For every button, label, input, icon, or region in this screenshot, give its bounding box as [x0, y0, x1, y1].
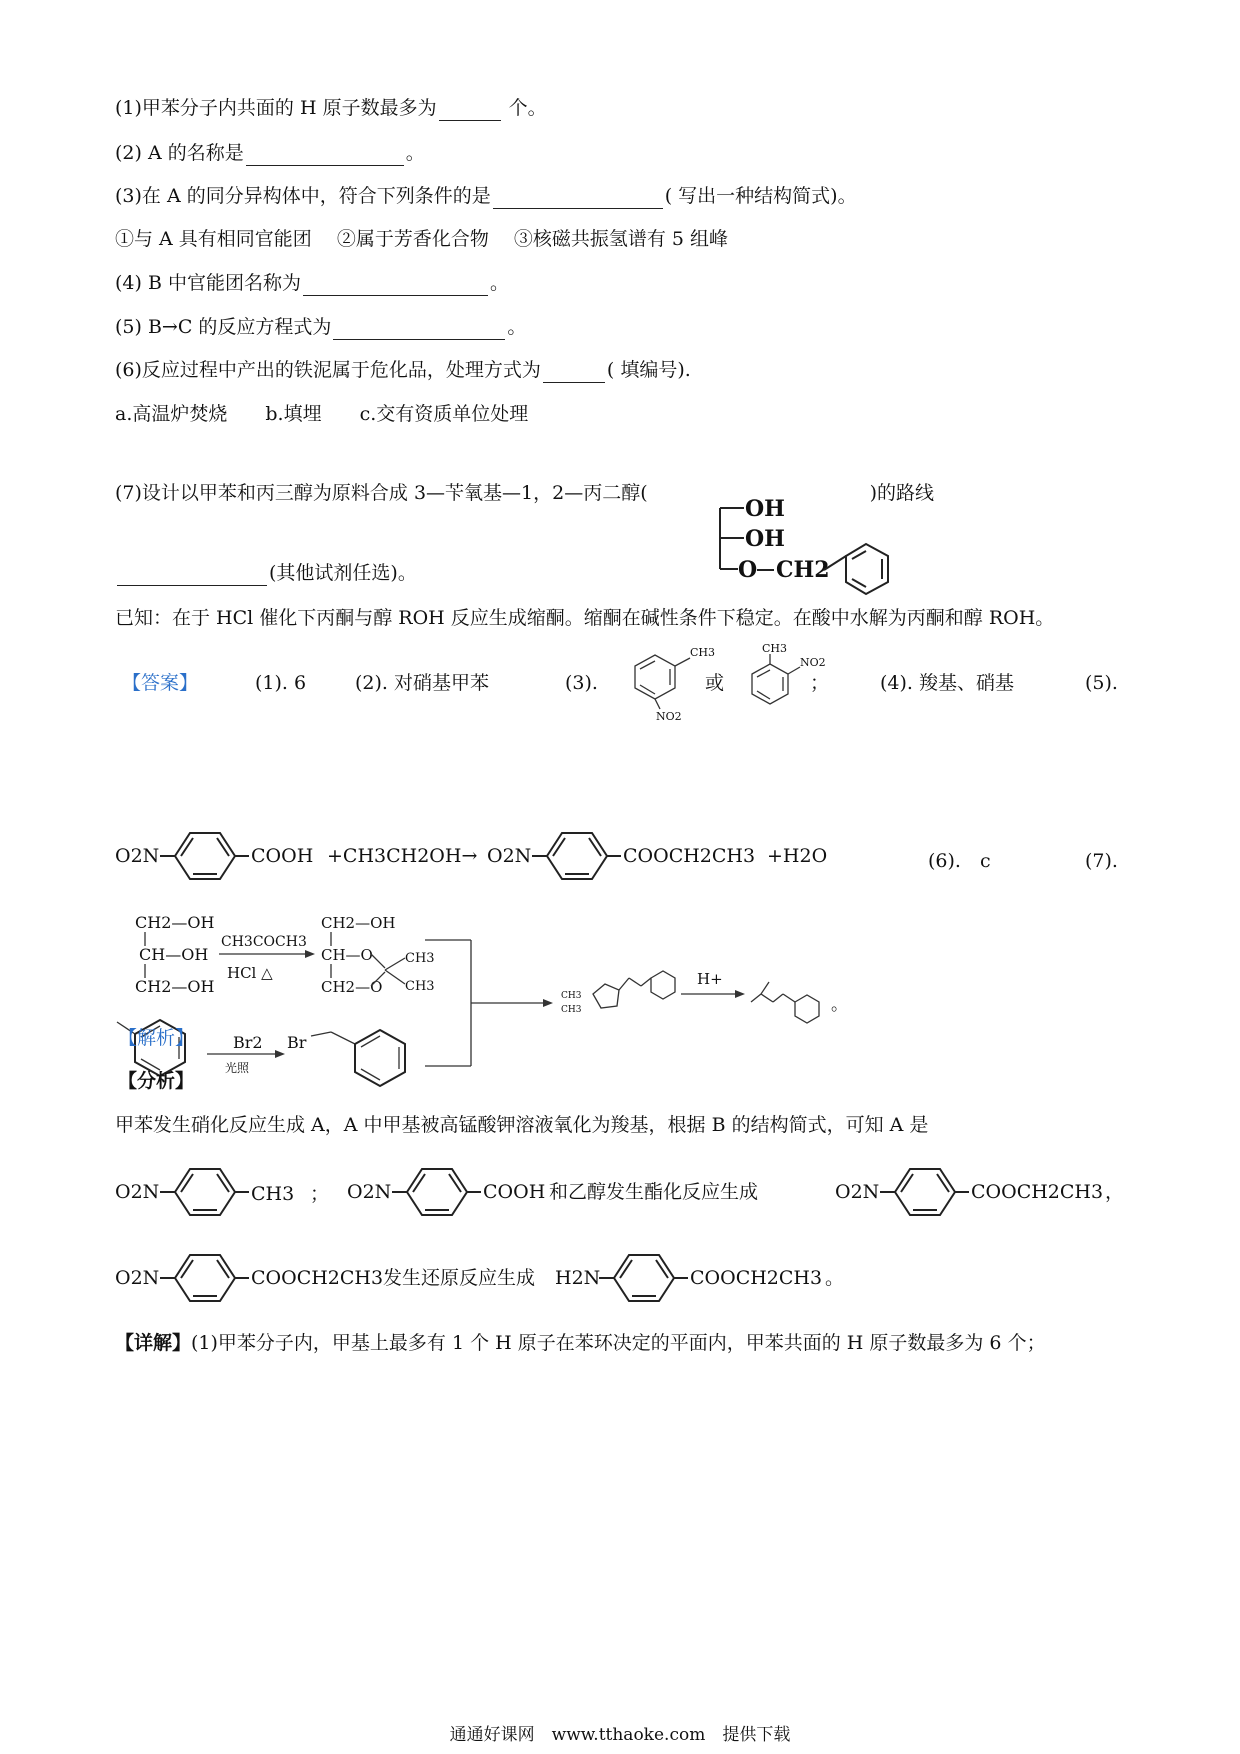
cooh-label: COOH — [483, 1181, 546, 1203]
benzene-ring — [895, 1169, 955, 1215]
o2n-label: O2N — [115, 1267, 160, 1289]
analysis-formula-row-1 — [115, 1160, 1125, 1222]
h2n-label: H2N — [555, 1267, 601, 1289]
esterification-equation — [115, 825, 855, 885]
question-2 — [115, 140, 425, 166]
synthesis-route — [115, 910, 975, 1120]
question-3-suffix: ( 写出一种结构简式)。 — [664, 185, 857, 207]
question-7-text: (7)设计以甲苯和丙三醇为原料合成 3—苄氧基—1，2—丙二醇( — [115, 482, 648, 504]
ester-label: COOCH2CH3 — [251, 1267, 384, 1289]
ch3-label: CH3 — [561, 1005, 582, 1015]
ch2-label: CH2 — [776, 557, 830, 583]
glycerol-line: CH—OH — [139, 945, 209, 964]
question-3-conditions: ①与 A 具有相同官能团 ②属于芳香化合物 ③核磁共振氢谱有 5 组峰 — [115, 228, 729, 250]
answer-2: (2). 对硝基甲苯 — [355, 672, 489, 694]
o2n-label: O2N — [115, 1181, 160, 1203]
period: 。 — [825, 1267, 845, 1289]
question-1-suffix: 个。 — [502, 97, 547, 119]
question-5-suffix: 。 — [507, 316, 527, 338]
question-7-tail-text: (其他试剂任选)。 — [269, 562, 417, 584]
answer-7-label: (7). — [1085, 850, 1118, 872]
ch3-label: CH3 — [405, 951, 435, 966]
question-2-suffix: 。 — [405, 142, 425, 164]
ch3-label: CH3 — [405, 979, 435, 994]
combining-bracket — [425, 940, 553, 1066]
answer-5-label: (5). — [1085, 672, 1118, 694]
known-condition: 已知：在于 HCl 催化下丙酮与醇 ROH 反应生成缩酮。缩酮在碱性条件下稳定。在酸中水解为丙酮和醇 ROH。 — [115, 607, 1055, 629]
glycerol-line: CH2—OH — [135, 913, 215, 932]
oh-label: OH — [745, 496, 785, 522]
glycerol-structure — [135, 913, 214, 996]
question-5 — [115, 314, 526, 340]
answer-4: (4). 羧基、硝基 — [880, 672, 1014, 694]
final-product-structure — [751, 982, 819, 1023]
ketal-line: CH—O — [321, 946, 373, 964]
reagent-bromine: Br2 — [233, 1033, 263, 1052]
question-3-text: (3)在 A 的同分异构体中，符合下列条件的是 — [115, 185, 491, 207]
arrow-head — [275, 1050, 285, 1058]
benzene-ring — [175, 1255, 235, 1301]
analysis-text: 和乙醇发生酯化反应生成 — [549, 1181, 759, 1203]
question-6-text: (6)反应过程中产出的铁泥属于危化品，处理方式为 — [115, 359, 541, 381]
arrow-head — [735, 990, 745, 998]
question-4-text: (4) B 中官能团名称为 — [115, 272, 301, 294]
question-5-text: (5) B→C 的反应方程式为 — [115, 316, 332, 338]
reagent-acid: H+ — [697, 970, 723, 988]
benzene-ring — [407, 1169, 467, 1215]
analysis-text: 发生还原反应生成 — [383, 1267, 536, 1289]
meta-nitrotoluene-structure — [610, 644, 716, 724]
ester-label: COOCH2CH3 — [623, 845, 756, 867]
answer-blank — [543, 362, 605, 383]
no2-label: NO2 — [800, 656, 826, 669]
br-label: Br — [287, 1033, 307, 1052]
analysis-formula-row-2 — [115, 1246, 875, 1308]
o2n-label: O2N — [835, 1181, 880, 1203]
question-3 — [115, 183, 857, 209]
ketal-line: CH2—O — [321, 978, 383, 996]
answer-3-or: 或 — [705, 672, 725, 694]
ester-label: COOCH2CH3 — [971, 1181, 1104, 1203]
question-7-suffix: )的路线 — [869, 482, 935, 504]
o2n-label: O2N — [115, 845, 160, 867]
benzyl-ether-acetonide-structure — [561, 971, 675, 1015]
water-product: +H2O — [767, 845, 828, 867]
glycerol-line: CH2—OH — [135, 977, 215, 996]
no2-label: NO2 — [656, 710, 682, 723]
answer-blank — [333, 319, 505, 340]
ethanol-reactant: +CH3CH2OH→ — [327, 845, 478, 867]
answer-label: 【答案】 — [122, 672, 199, 694]
comma: ， — [1105, 1181, 1125, 1203]
o-label: O — [738, 557, 758, 583]
page-footer: 通通好课网 www.tthaoke.com 提供下载 — [449, 1725, 791, 1745]
reagent-hcl-heat: HCl △ — [227, 964, 273, 982]
ch3-label: CH3 — [561, 991, 582, 1001]
question-1-text: (1)甲苯分子内共面的 H 原子数最多为 — [115, 97, 437, 119]
benzyl-bromide-structure — [311, 1030, 405, 1086]
arrow-head — [305, 950, 315, 958]
analysis-subheading: 【分析】 — [118, 1070, 195, 1092]
cooh-label: COOH — [251, 845, 314, 867]
o2n-label: O2N — [487, 845, 532, 867]
benzyloxy-propanediol-structure — [700, 486, 930, 598]
question-6-options: a.高温炉焚烧 b.填埋 c.交有资质单位处理 — [115, 403, 529, 425]
question-6 — [115, 357, 691, 383]
o2n-label: O2N — [347, 1181, 392, 1203]
benzene-ring — [175, 1169, 235, 1215]
answer-blank — [246, 145, 404, 166]
question-4-suffix: 。 — [489, 272, 509, 294]
benzene-ring — [547, 833, 607, 879]
benzene-ring — [175, 833, 235, 879]
ch3-label: CH3 — [762, 642, 788, 655]
question-6-suffix: ( 填编号). — [606, 359, 691, 381]
question-2-text: (2) A 的名称是 — [115, 142, 244, 164]
answer-3-label: (3). — [565, 672, 598, 694]
detail-label: 【详解】 — [115, 1332, 192, 1354]
separator: ； — [310, 1183, 330, 1205]
analysis-text: 甲苯发生硝化反应生成 A，A 中甲基被高锰酸钾溶液氧化为羧基，根据 B 的结构简式，可知 A 是 — [115, 1114, 929, 1136]
answer-blank — [493, 188, 663, 209]
answer-blank — [117, 565, 267, 586]
route-period: 。 — [831, 995, 848, 1015]
question-4 — [115, 270, 509, 296]
condition-light: 光照 — [225, 1061, 250, 1075]
question-7-tail — [115, 560, 417, 586]
benzene-ring — [846, 544, 888, 594]
detail-text: (1)甲苯分子内，甲基上最多有 1 个 H 原子在苯环决定的平面内，甲苯共面的 H 原子数最多为 6 个； — [191, 1332, 1046, 1354]
analysis-label: 【解析】 — [118, 1027, 195, 1049]
answer-6: (6). c — [928, 850, 991, 872]
benzene-ring — [614, 1255, 674, 1301]
reagent-acetone: CH3COCH3 — [221, 934, 307, 950]
acetonide-structure — [321, 914, 435, 996]
answer-1: (1). 6 — [255, 672, 307, 694]
answer-blank — [303, 275, 488, 296]
oh-label: OH — [745, 526, 785, 552]
question-1 — [115, 95, 547, 121]
ch3-label: CH3 — [690, 646, 716, 659]
ch3-label: CH3 — [251, 1183, 295, 1205]
detail-paragraph — [115, 1330, 1046, 1356]
ester-label: COOCH2CH3 — [690, 1267, 823, 1289]
answer-blank — [439, 100, 501, 121]
answer-3-separator: ； — [810, 672, 830, 694]
ketal-line: CH2—OH — [321, 914, 396, 932]
